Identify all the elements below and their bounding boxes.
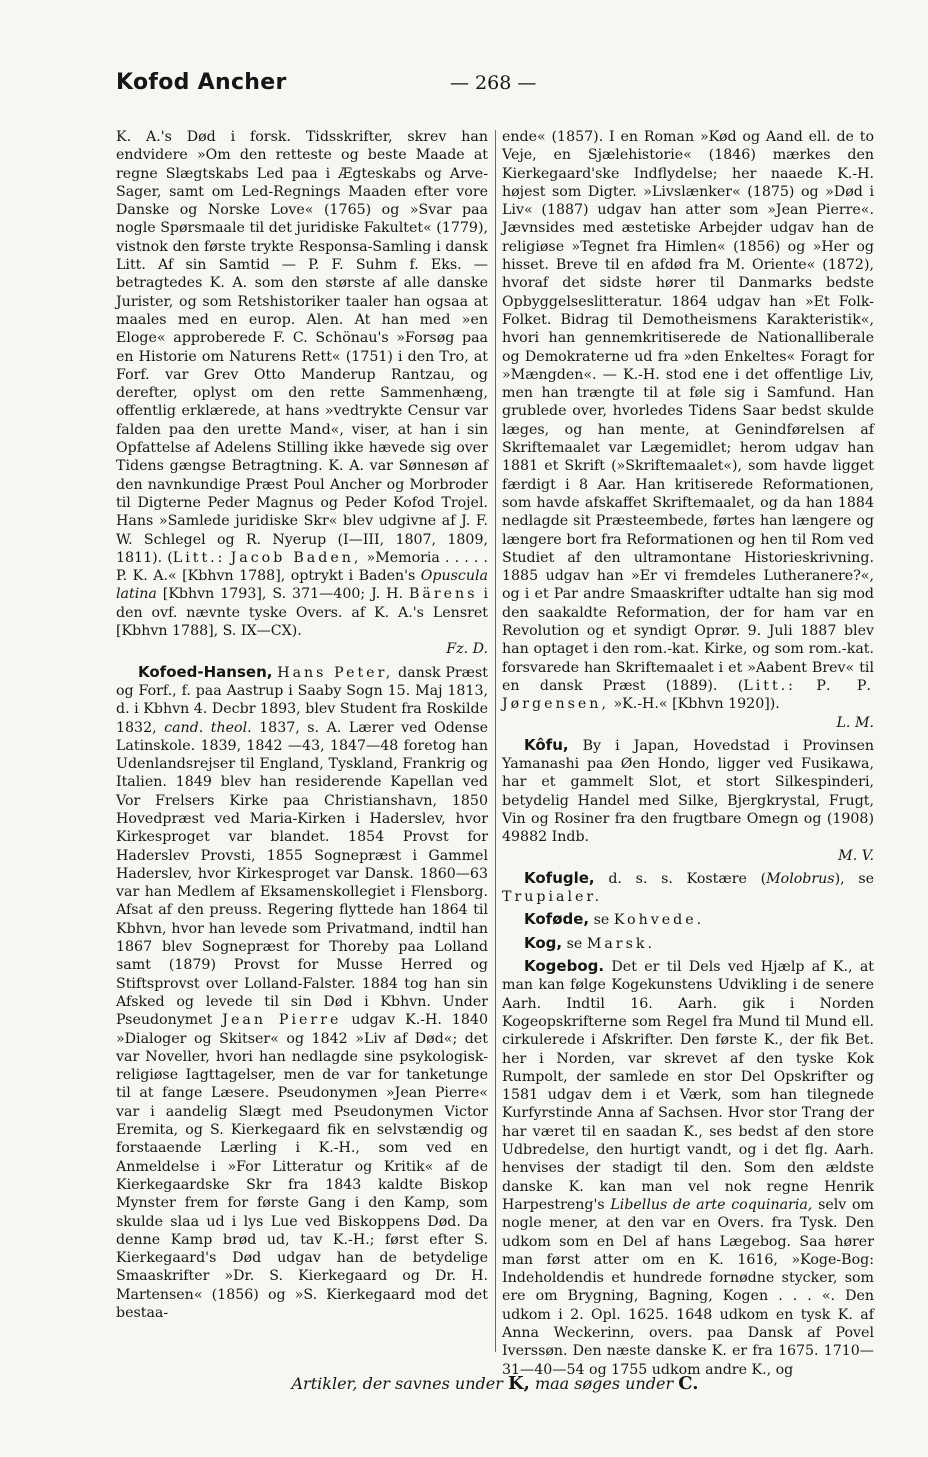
entry-kog: Kog, se Marsk. (524, 933, 655, 952)
entry-kofod-ancher-continued: K. A.'s Død i forsk. Tidsskrifter, skrev han endvidere »Om den retteste og beste Maade at regne Slægtskabs Led paa i Ægteskabs og Arve-Sager, samt om Led-Regnings Maaden efter vore Danske og Norske Love« (1765) og »Svar paa nogle Spørsmaale til det juridiske Fakultet« (1779), vistnok den første trykte Responsa-Samling i dansk Litt. Af sin Samtid — P. F. Suhm f. Eks. — betragtedes K. A. som den største af alle danske Jurister, og som Retshistoriker taaler han ogsaa at maales med en europ. Alen. At han med »en Eloge« approberede F. C. Schönau's »Forsøg paa en Historie om Naturens Rett« (1751) i den Tro, at Forf. var Grev Otto Manderup Rantzau, og derefter, oplyst om den rette Sammenhæng, offentlig erklærede, at hans »vedtrykte Censur var falden paa den urette Mand«, viser, at han i sin Opfattelse af Adelens Stilling ikke hævede sig over Tidens gængse Betragtning. K. A. var Sønnesøn af den navnkundige Præst Poul Ancher og Morbroder til Digterne Peder Magnus og Peder Kofod Trojel. Hans »Samlede juridiske Skr« blev udgivne af J. F. W. Schlegel og R. Nyerup (I—III, 1807, 1809, 1811). (Litt.: Jacob Baden, »Memoria . . . . . P. K. A.« [Kbhvn 1788], optrykt i Baden's Opuscula latina [Kbhvn 1793], S. 371—400; J. H. Bärens i den ovf. nævnte tyske Overs. af K. A.'s Lensret [Kbhvn 1788], S. IX—CX). (116, 129, 488, 640)
right-column (502, 128, 874, 1379)
entry-kofugle: Kofugle, d. s. s. Kostære (Molobrus), se Trupialer. (502, 868, 875, 906)
headword: Kogebog. (524, 957, 605, 976)
signature: Fz. D. (446, 641, 488, 658)
pseudonym: Jean Pierre (222, 1012, 342, 1029)
cross-reference: Trupialer. (502, 889, 603, 906)
entry-kofu: Kôfu, By i Japan, Hovedstad i Provinsen Yamanashi paa Øen Hondo, ligger ved Fusikawa, har et gammelt Slot, et stort Silkespinderi, betydelig Handel med Silke, Bjergkrystal, Frugt, Vin og Rosiner fra den frugtbare Omegn og (1908) 49882 Indb. (502, 735, 874, 846)
entry-kofoed-hansen-continued: ende« (1857). I en Roman »Kød og Aand ell. de to Veje, en Sjælehistorie« (1846) mærkes den Kierkegaard'ske Indflydelse; her naaede K.-H. højest som Digter. »Livslænker« (1875) og »Død i Liv« (1887) udgav han atter som »Jean Pierre«. Jævnsides med æstetiske Arbejder udgav han de religiøse »Tegnet fra Himlen« (1856) og »Her og hisset. Breve til en afdød fra M. Oriente« (1872), hvoraf det sidste hører til Danmarks bedste Opbyggelseslitteratur. 1864 udgav han »Et Folk-Folket. Bidrag til Demotheismens Karakteristik«, hvori han gennemkritiserede de Nationalliberale og Demokraterne ud fra »den Enkeltes« Foragt for »Mængden«. — K.-H. stod ene i det offentlige Liv, men han trængte til at føle sig i Samfund. Han grublede over, hvorledes Tidens Saar bedst skulde læges, og han mente, at Genindførelsen af Skriftemaalet var Lægemidlet; herom udgav han 1881 et Skrift (»Skriftemaalet«), som havde ligget færdigt i 8 Aar. Han kritiserede Reformationen, som havde afskaffet Skriftemaalet, og da han 1884 nedlagde sit Præsteembede, førtes han længere og længere bort fra Reformationen og hen til Rom ved Studiet af den ultramontane Historieskrivning. 1885 udgav han »Er vi fremdeles Lutheranere?«, og i et Par andre Smaaskrifter udtalte han sig mod den saakaldte Reformation, der for ham var en Revolution og et syndigt Oprør. 9. Juli 1887 blev han optaget i den rom.-kat. Kirke, og som rom.-kat. forsvarede han Skriftemaalet i et »Aabent Brev« til en dansk Præst (1889). (Litt.: P. P. Jørgensen, »K.-H.« [Kbhvn 1920]). (502, 129, 875, 713)
signature: L. M. (836, 714, 874, 731)
litt-label: Litt.: (172, 549, 226, 566)
cross-reference: Marsk. (586, 935, 655, 952)
left-column (116, 128, 488, 1322)
page-header (116, 70, 816, 106)
page-footer-note: Artikler, der savnes under K, maa søges under C. (291, 1373, 699, 1394)
author-spaced: Jacob Baden, (230, 549, 362, 566)
page-number: — 268 — (450, 72, 537, 94)
letter-c: C. (678, 1373, 699, 1394)
person-name: Hans Peter, (277, 664, 394, 681)
headword: Koføde, (524, 910, 590, 929)
italic-degree: cand. theol. (164, 719, 252, 736)
entry-kofoed-hansen: Kofoed-Hansen, Hans Peter, dansk Præst og Forf., f. paa Aastrup i Saaby Sogn 15. Maj 1813, d. i Kbhvn 4. Decbr 1893, blev Student fra Roskilde 1832, cand. theol. 1837, s. A. Lærer ved Odense Latinskole. 1839, 1842 —43, 1847—48 foretog han Udenlandsrejser til England, Tyskland, Frankrig og Italien. 1849 blev han residerende Kapellan ved Vor Frelsers Kirke paa Christianshavn, 1850 Hovedpræst ved Maria-Kirken i Haderslev, hvor Kirkesproget var blandet. 1854 Provst for Haderslev Provsti, 1855 Sognepræst i Gammel Haderslev, hvor Kirkesproget var Dansk. 1860—63 var han Medlem af Eksamenskollegiet i Flensborg. Afsat af den preuss. Regering flyttede han 1864 til Kbhvn, hvor han levede som Privatmand, indtil han 1867 blev Sognepræst for Thoreby paa Lolland samt (1879) Provst for Musse Herred og Stiftsprovst over Lolland-Falster. 1884 tog han sin Afsked og levede til sin Død i Kbhvn. Under Pseudonymet Jean Pierre udgav K.-H. 1840 »Dialoger og Skitser« og 1842 »Liv af Død«; det var Noveller, hvori han nedlagde sine psykologisk-religiøse Iagttagelser, men de var for tanketunge til at fange Læsere. Pseudonymen »Jean Pierre« var i aandelig Slægt med Pseudonymen Victor Eremita, og S. Kierkegaard fik en selvstændig og forstaaende Lærling i K.-H., som ved en Anmeldelse i »For Litteratur og Kritik« af de Kierkegaardske Skr fra 1843 kaldte Biskop Mynster frem for første Gang i den Kamp, som skulde slaa ud i lys Lue ved Biskoppens Død. Da denne Kamp brød ud, tav K.-H.; først efter S. Kierkegaard's Død udgav han de betydelige Smaaskrifter »Dr. S. Kierkegaard og Dr. H. Martensen« (1856) og »S. Kierkegaard mod det bestaa- (116, 662, 489, 1321)
signature: M. V. (838, 847, 874, 864)
entry-kogebog: Kogebog. Det er til Dels ved Hjælp af K., at man kan følge Kogekunstens Udvikling i de senere Aarh. Indtil 16. Aarh. gik i Norden Kogeopskrifterne som Regel fra Mund til Mund ell. cirkulerede i Afskrifter. Den første K., der fik Bet. her i Norden, var skrevet af den tyske Kok Rumpolt, der samlede en stor Del Opskrifter og 1581 udgav dem i et Værk, som han tilegnede Kurfyrstinde Anna af Sachsen. Hvor stor Trang der har været til en saadan K., ses bedst af den store Udbredelse, den hurtigt vandt, og i det flg. Aarh. henvises der stadigt til den. Som den ældste danske K. kan man vel nok regne Henrik Harpestreng's Libellus de arte coquinaria, selv om nogle mener, at den var en Overs. fra Tysk. Den udkom som en Del af hans Lægebog. Saa hører man først atter om en K. 1616, »Koge-Bog: Indeholdendis et hundrede fornødne stycker, som ere om Brygning, Bagning, Kogen . . . «. Den udkom i 2. Opl. 1625. 1648 udkom en tysk K. af Anna Weckerinn, overs. paa Dansk af Povel Iverssøn. Den næste danske K. er fra 1675. 1710—31—40—54 og 1755 udkom andre K., og (502, 957, 874, 1378)
headword: Kog, (524, 933, 563, 952)
headword: Kôfu, (524, 735, 569, 754)
italic-title: Opuscula latina (116, 568, 488, 603)
cross-reference: Kohvede. (613, 912, 705, 929)
entry-kofode: Koføde, se Kohvede. (524, 910, 705, 929)
litt-label: Litt.: (743, 677, 796, 694)
headword: Kofoed-Hansen, (138, 662, 273, 681)
author-spaced: P. P. Jørgensen, (502, 677, 875, 713)
italic-title: Libellus de arte coquinaria, (610, 1196, 813, 1213)
letter-k: K, (507, 1373, 530, 1394)
column-divider (495, 130, 496, 1352)
running-title: Kofod Ancher (116, 70, 287, 95)
headword: Kofugle, (524, 868, 595, 887)
italic-latin: Molobrus (766, 870, 835, 887)
author-spaced: Bärens (409, 586, 478, 603)
